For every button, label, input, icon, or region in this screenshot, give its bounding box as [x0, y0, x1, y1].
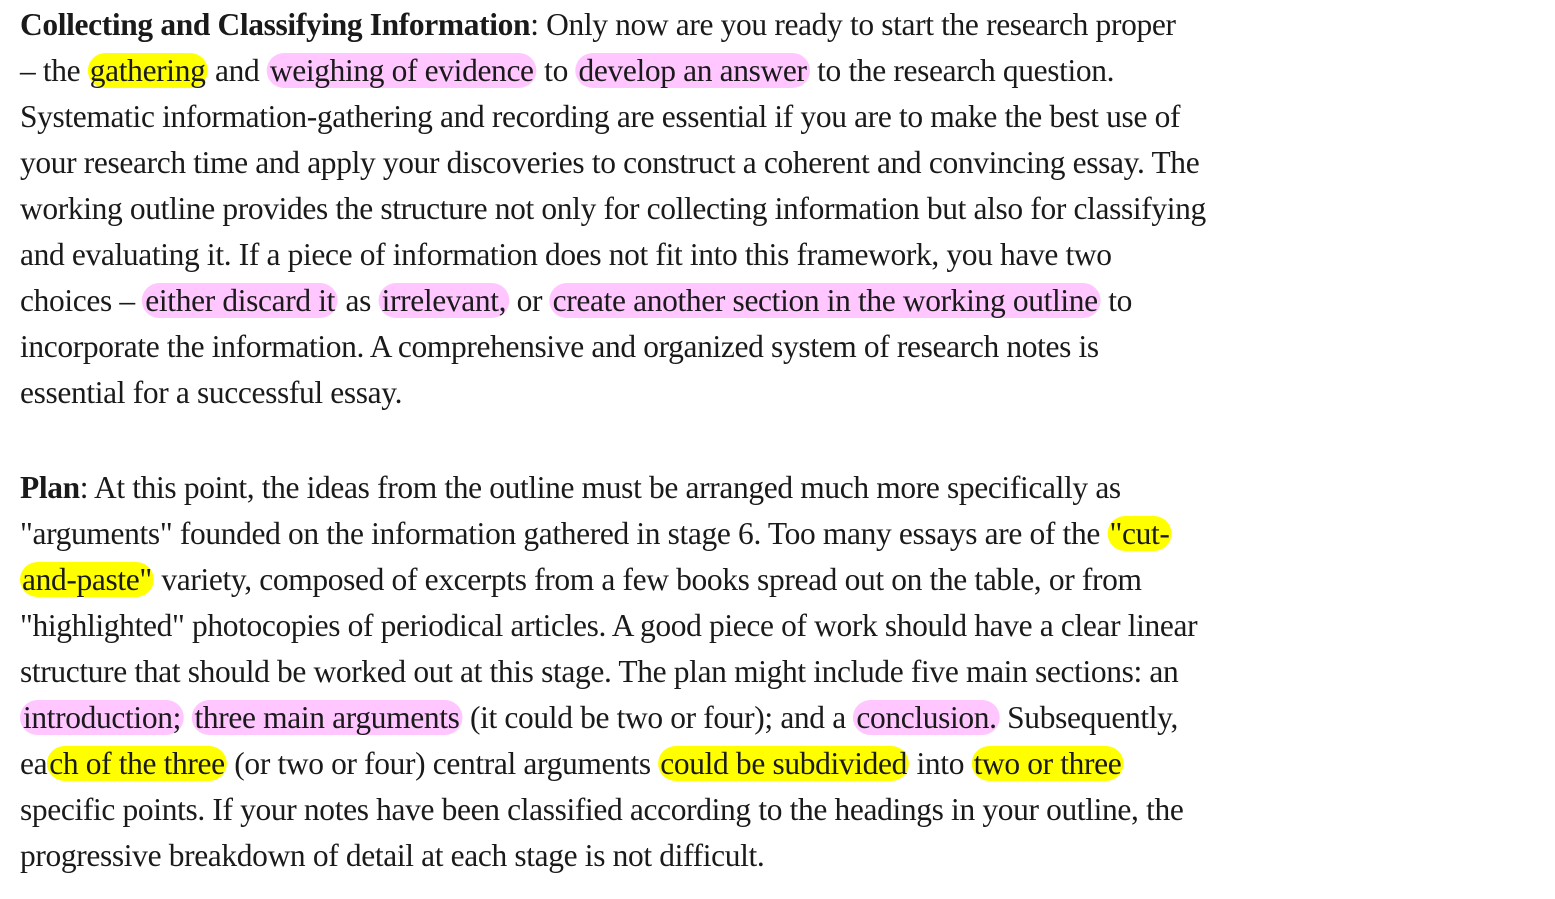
- text-run: : Only now are you ready to start the research proper: [530, 7, 1176, 42]
- text-line: [20, 278, 1548, 324]
- text-run: or: [509, 283, 550, 318]
- text-line: working outline provides the structure not only for collecting information but also for classifying: [20, 191, 1206, 226]
- yellow-highlight: could be subdivided: [660, 746, 908, 781]
- text-line: [20, 741, 1548, 787]
- section-heading: Plan: [20, 470, 80, 505]
- text-line: [20, 465, 1548, 511]
- text-line: [20, 48, 1548, 94]
- text-run: choices –: [20, 283, 143, 318]
- text-run: "arguments" founded on the information gathered in stage 6. Too many essays are of the: [20, 516, 1108, 551]
- yellow-highlight: ch of the three: [49, 746, 225, 781]
- text-line: [20, 2, 1548, 48]
- text-line: your research time and apply your discoveries to construct a coherent and convincing essay. The: [20, 145, 1200, 180]
- text-run: variety, composed of excerpts from a few books spread out on the table, or from: [153, 562, 1142, 597]
- text-run: to the research question.: [809, 53, 1115, 88]
- text-line: structure that should be worked out at this stage. The plan might include five main sections: an: [20, 654, 1179, 689]
- text-run: as: [338, 283, 379, 318]
- text-line: "highlighted" photocopies of periodical articles. A good piece of work should have a clear linear: [20, 608, 1198, 643]
- text-run: ea: [20, 746, 48, 781]
- pink-highlight: create another section in the working outline: [550, 283, 1101, 318]
- text-run: : At this point, the ideas from the outline must be arranged much more specifically as: [79, 470, 1121, 505]
- paragraph-collecting-classifying: [20, 2, 1550, 416]
- text-run: [184, 700, 192, 735]
- yellow-highlight: two or three: [973, 746, 1122, 781]
- text-line: Systematic information-gathering and recording are essential if you are to make the best use of: [20, 99, 1181, 134]
- yellow-highlight: gathering: [89, 53, 206, 88]
- text-line: progressive breakdown of detail at each stage is not difficult.: [20, 838, 765, 873]
- text-run: to: [1100, 283, 1133, 318]
- text-line: [20, 695, 1548, 741]
- text-line: incorporate the information. A comprehensive and organized system of research notes is: [20, 329, 1099, 364]
- pink-highlight: irrelevant,: [379, 283, 510, 318]
- pink-highlight: three main arguments: [191, 700, 462, 735]
- text-run: and: [207, 53, 267, 88]
- text-line: specific points. If your notes have been classified according to the headings in your outline, the: [20, 792, 1184, 827]
- pink-highlight: develop an answer: [575, 53, 809, 88]
- yellow-highlight: and-paste": [21, 562, 152, 597]
- text-run: to: [536, 53, 576, 88]
- paragraph-plan: [20, 465, 1550, 879]
- pink-highlight: weighing of evidence: [267, 53, 537, 88]
- text-run: (or two or four) central arguments: [226, 746, 659, 781]
- text-line: [20, 557, 1548, 603]
- text-run: – the: [20, 53, 88, 88]
- text-line: and evaluating it. If a piece of information does not fit into this framework, you have two: [20, 237, 1112, 272]
- pink-highlight: introduction;: [20, 700, 184, 735]
- pink-highlight: either discard it: [142, 283, 338, 318]
- text-run: (it could be two or four); and a: [462, 700, 854, 735]
- text-line: essential for a successful essay.: [20, 375, 403, 410]
- pink-highlight: conclusion.: [853, 700, 999, 735]
- text-line: [20, 511, 1548, 557]
- yellow-highlight: "cut-: [1109, 516, 1170, 551]
- section-heading: Collecting and Classifying Information: [20, 7, 531, 42]
- text-run: into: [909, 746, 972, 781]
- text-run: Subsequently,: [999, 700, 1178, 735]
